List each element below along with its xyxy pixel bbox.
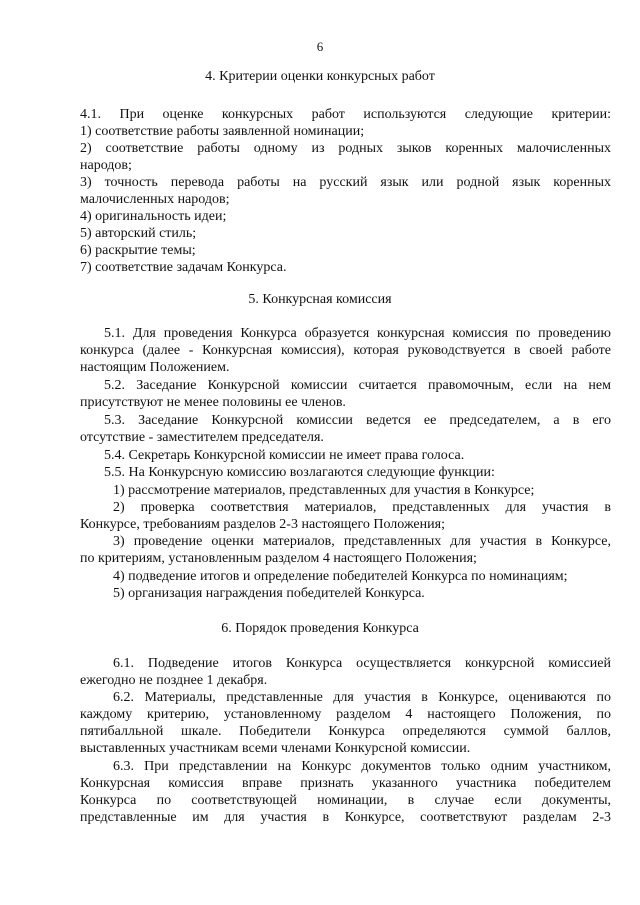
page-number: 6 xyxy=(316,39,324,54)
section-4-line: малочисленных народов; xyxy=(80,192,230,207)
section-6-heading: 6. Порядок проведения Конкурса xyxy=(221,621,419,636)
section-5-line: 4) подведение итогов и определение победителей Конкурса по номинациям; xyxy=(113,569,568,584)
section-4-line: народов; xyxy=(80,158,132,173)
section-6-line: выставленных участникам всеми членами Конкурсной комиссии. xyxy=(80,741,471,756)
section-6-line: Конкурсная комиссия вправе признать указанного участника победителем xyxy=(80,776,611,791)
section-6-line: Конкурса по соответствующей номинации, в случае если документы, xyxy=(80,793,611,808)
section-5-line: настоящим Положением. xyxy=(80,360,230,375)
section-5-line: 3) проведение оценки материалов, представленных для участия в Конкурсе, xyxy=(113,534,611,549)
section-5-line: конкурса (далее - Конкурсная комиссия), которая руководствуется в своей работе xyxy=(80,343,611,358)
section-6-line: 6.2. Материалы, представленные для участия в Конкурсе, оцениваются по xyxy=(113,690,611,705)
section-4-line: 3) точность перевода работы на русский язык или родной язык коренных xyxy=(80,175,611,190)
section-5-heading: 5. Конкурсная комиссия xyxy=(248,292,392,307)
section-4-line: 1) соответствие работы заявленной номинации; xyxy=(80,124,365,139)
section-4-line: 7) соответствие задачам Конкурса. xyxy=(80,260,287,275)
section-6-line: пятибалльной шкале. Победители Конкурса определяются суммой баллов, xyxy=(80,724,611,739)
section-5-line: 5) организация награждения победителей Конкурса. xyxy=(113,586,425,601)
section-4-line: 5) авторский стиль; xyxy=(80,226,197,241)
section-6-line: каждому критерию, установленному разделом 4 настоящего Положения, по xyxy=(80,707,611,722)
section-6-line: ежегодно не позднее 1 декабря. xyxy=(80,673,268,688)
section-5-line: 2) проверка соответствия материалов, представленных для участия в xyxy=(113,500,611,515)
section-5-line: 5.1. Для проведения Конкурса образуется конкурсная комиссия по проведению xyxy=(104,326,611,341)
section-4-line: 4.1. При оценке конкурсных работ используются следующие критерии: xyxy=(80,107,611,122)
section-4-line: 6) раскрытие темы; xyxy=(80,243,196,258)
section-6-line: представленные им для участия в Конкурсе, соответствуют разделам 2-3 xyxy=(80,810,611,825)
section-5-line: 1) рассмотрение материалов, представленных для участия в Конкурсе; xyxy=(113,483,535,498)
section-5-line: 5.4. Секретарь Конкурсной комиссии не имеет права голоса. xyxy=(104,448,465,463)
section-5-line: по критериям, установленным разделом 4 настоящего Положения; xyxy=(80,551,477,566)
section-5-line: Конкурсе, требованиям разделов 2-3 настоящего Положения; xyxy=(80,517,445,532)
section-5-line: присутствуют не менее половины ее членов. xyxy=(80,395,346,410)
section-4-line: 4) оригинальность идеи; xyxy=(80,209,227,224)
section-6-line: 6.3. При представлении на Конкурс документов только одним участником, xyxy=(113,759,611,774)
section-5-line: 5.3. Заседание Конкурсной комиссии ведется ее председателем, а в его xyxy=(104,413,611,428)
section-6-line: 6.1. Подведение итогов Конкурса осуществляется конкурсной комиссией xyxy=(113,656,611,671)
section-5-line: 5.2. Заседание Конкурсной комиссии считается правомочным, если на нем xyxy=(104,378,611,393)
section-5-line: отсутствие - заместителем председателя. xyxy=(80,430,324,445)
section-5-line: 5.5. На Конкурсную комиссию возлагаются следующие функции: xyxy=(104,465,495,480)
section-4-heading: 4. Критерии оценки конкурсных работ xyxy=(205,69,435,84)
section-4-line: 2) соответствие работы одному из родных зыков коренных малочисленных xyxy=(80,141,611,156)
